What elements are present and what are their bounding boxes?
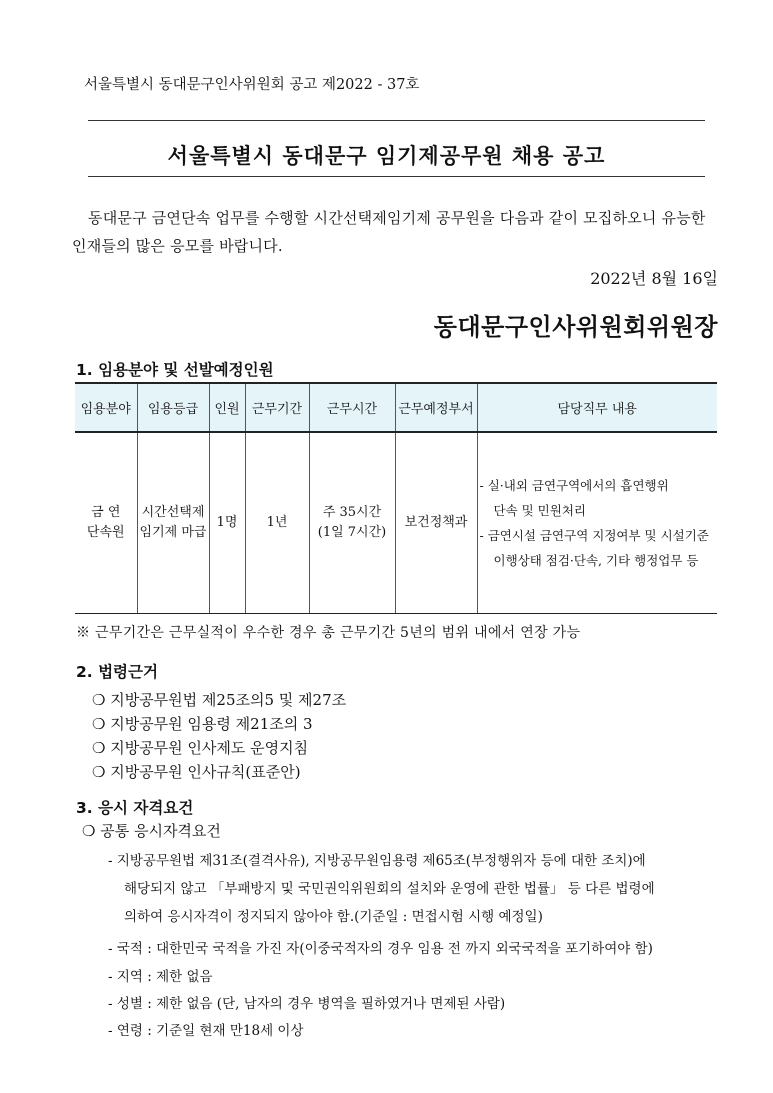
cell-count: 1명 <box>209 432 245 614</box>
section-heading-positions: 1. 임용분야 및 선발예정인원 <box>76 361 274 379</box>
notice-date: 2022년 8월 16일 <box>590 269 718 288</box>
column-header-count: 인원 <box>209 383 245 432</box>
legal-basis-item: ❍ 지방공무원 인사규칙(표준안) <box>92 763 301 781</box>
section-heading-legal-basis: 2. 법령근거 <box>76 663 158 681</box>
column-header-grade: 임용등급 <box>137 383 209 432</box>
table-row <box>75 432 717 614</box>
eligibility-item: - 성별 : 제한 없음 (단, 남자의 경우 병역을 필하였거나 면제된 사람) <box>108 996 506 1012</box>
table-header-row <box>75 383 717 432</box>
column-header-duties: 담당직무 내용 <box>477 383 717 432</box>
eligibility-subheading: ❍ 공통 응시자격요건 <box>82 822 221 840</box>
duty-line: 이행상태 점검·단속, 기타 행정업무 등 <box>493 553 699 568</box>
title-top-rule <box>88 120 705 121</box>
field-line-2: 단속원 <box>86 525 125 540</box>
cell-hours <box>309 432 395 614</box>
eligibility-item: - 국적 : 대한민국 국적을 가진 자(이중국적자의 경우 임용 전 까지 외국국적을 포기하여야 함) <box>108 941 653 957</box>
hours-line-1: 주 35시간 <box>322 505 382 520</box>
grade-line-2: 임기제 마급 <box>139 525 207 540</box>
column-header-period: 근무기간 <box>245 383 309 432</box>
duty-line: 단속 및 민원처리 <box>493 503 586 518</box>
cell-department: 보건정책과 <box>395 432 477 614</box>
title-bottom-rule <box>88 176 705 177</box>
column-header-hours: 근무시간 <box>309 383 395 432</box>
legal-basis-item: ❍ 지방공무원 임용령 제21조의 3 <box>92 715 313 733</box>
eligibility-item-continuation: 의하여 응시자격이 정지되지 않아야 함.(기준일 : 면접시험 시행 예정일) <box>124 909 543 925</box>
cell-field <box>75 432 137 614</box>
eligibility-item: - 지역 : 제한 없음 <box>108 969 213 985</box>
column-header-department: 근무예정부서 <box>395 383 477 432</box>
positions-table <box>75 382 717 614</box>
column-header-field: 임용분야 <box>75 383 137 432</box>
table-footnote: ※ 근무기간은 근무실적이 우수한 경우 총 근무기간 5년의 범위 내에서 연장 가능 <box>76 625 581 641</box>
grade-line-1: 시간선택제 <box>141 505 205 520</box>
cell-grade <box>137 432 209 614</box>
duty-line: - 실·내외 금연구역에서의 흡연행위 <box>479 478 669 493</box>
page-title: 서울특별시 동대문구 임기제공무원 채용 공고 <box>167 143 606 168</box>
section-heading-eligibility: 3. 응시 자격요건 <box>76 799 194 817</box>
cell-duties <box>477 432 717 614</box>
eligibility-item: - 연령 : 기준일 현재 만18세 이상 <box>108 1023 304 1039</box>
duty-line: - 금연시설 금연구역 지정여부 및 시설기준 <box>479 528 709 543</box>
intro-paragraph: 동대문구 금연단속 업무를 수행할 시간선택제임기제 공무원을 다음과 같이 모집하오니 유능한 인재들의 많은 응모를 바랍니다. <box>72 209 706 255</box>
hours-line-2: (1일 7시간) <box>317 525 387 540</box>
eligibility-item-continuation: 해당되지 않고 「부패방지 및 국민권익위원회의 설치와 운영에 관한 법률」 등 다른 법령에 <box>124 881 655 897</box>
legal-basis-item: ❍ 지방공무원 인사제도 운영지침 <box>92 739 309 757</box>
eligibility-item: - 지방공무원법 제31조(결격사유), 지방공무원임용령 제65조(부정행위자 등에 대한 조치)에 <box>108 853 646 869</box>
legal-basis-item: ❍ 지방공무원법 제25조의5 및 제27조 <box>92 691 347 709</box>
field-line-1: 금 연 <box>91 505 121 520</box>
cell-period: 1년 <box>245 432 309 614</box>
notice-number: 서울특별시 동대문구인사위원회 공고 제2022 - 37호 <box>84 77 420 93</box>
issuer-name: 동대문구인사위원회위원장 <box>433 313 718 341</box>
